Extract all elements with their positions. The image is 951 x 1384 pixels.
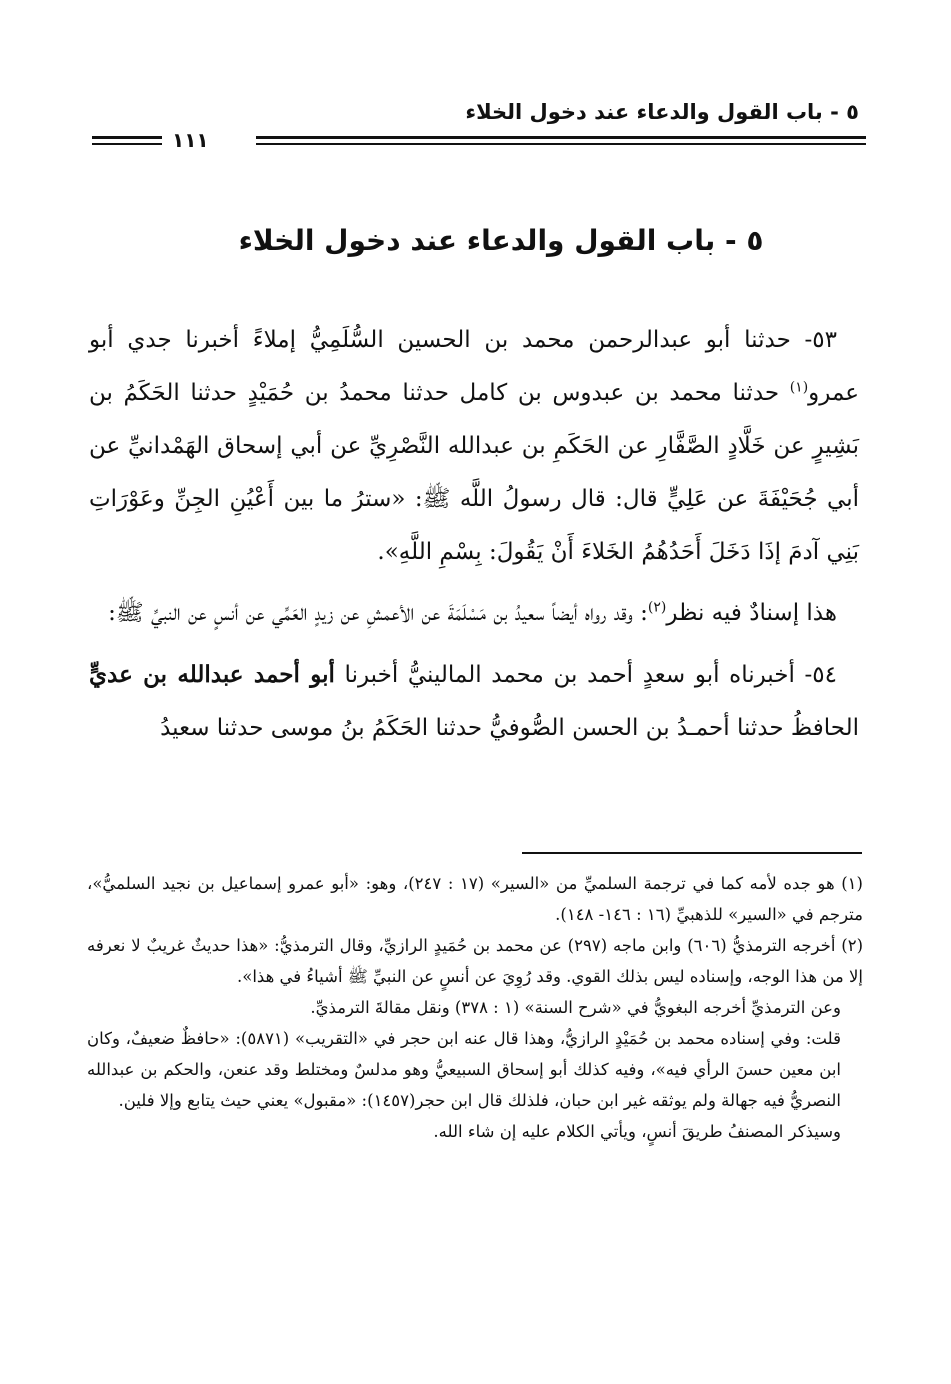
chapter-title: ٥ - باب القول والدعاء عند دخول الخلاء: [238, 224, 764, 257]
page-number: ١١١: [172, 128, 209, 152]
hadith-53-text-b: حدثنا محمد بن عبدوس بن كامل حدثنا محمدُ بن حُمَيْدٍ حدثنا الحَكَمُ بن بَشِيرٍ عن خَلَّادٍ الصَّفَّارِ عن الحَكَمِ بن عبدالله النَّصْرِيِّ عن أبي إسحاق الهَمْدانيِّ عن أبي جُحَيْفَةَ عن عَلِيٍّ قال: قال رسولُ اللَّه ﷺ: «سترُ ما بين أَعْيُنِ الجِنِّ وعَوْرَاتِ بَنِي آدمَ إذَا دَخَلَ أَحَدُهُمُ الخَلاءَ أَنْ يَقُولَ: بِسْمِ اللَّهِ».: [89, 380, 859, 565]
hadith-53-paragraph: [89, 314, 859, 579]
header-rule-right-thin: [256, 143, 866, 145]
footnote-2-continuation-1: وعن الترمذيِّ أخرجه البغويُّ في «شرح السنة» (١ : ٣٧٨) ونقل مقالةَ الترمذيِّ.: [310, 998, 841, 1017]
main-text: [89, 314, 859, 755]
hadith-53-text-a: ٥٣- حدثنا أبو عبدالرحمن محمد بن الحسين السُّلَمِيُّ إملاءً أخبرنا جدي أبو عمرو: [89, 327, 859, 406]
narrator-name-bold: أبو أحمد عبدالله بن عديٍّ: [89, 661, 335, 688]
footnote-2: (٢) أخرجه الترمذيُّ (٦٠٦) وابن ماجه (٢٩٧) عن محمد بن حُمَيدٍ الرازيِّ، وقال الترمذيُّ: «هذا حديثٌ غريبٌ لا نعرفه إلا من هذا الوجه، وإسناده ليس بذلك القوي. وقد رُوِيَ عن أنسٍ عن النبيِّ ﷺ أشياءُ في هذا».: [87, 936, 863, 986]
commentary-paragraph: [89, 587, 859, 640]
header-rule-left-thin: [92, 143, 162, 145]
running-title: ٥ - باب القول والدعاء عند دخول الخلاء: [465, 100, 859, 124]
footnote-ref-1[interactable]: (١): [789, 379, 809, 396]
footnote-2-continuation-3: وسيذكر المصنفُ طريقَ أنسٍ، ويأتي الكلام عليه إن شاء الله.: [433, 1122, 841, 1141]
header-rule-left: [92, 136, 162, 139]
header-rule-right: [256, 136, 866, 139]
footnote-1: (١) هو جده لأمه كما في ترجمة السلميِّ من «السير» (١٧ : ٢٤٧)، وهو: «أبو عمرو إسماعيل بن نجيد السلميُّ»، مترجم في «السير» للذهبيِّ (١٦ : ١٤٦- ١٤٨).: [87, 874, 863, 924]
footnote-ref-2[interactable]: (٢): [647, 599, 667, 616]
hadith-54-paragraph: [89, 648, 859, 755]
commentary-text-a: هذا إسنادٌ فيه نظر: [666, 600, 837, 626]
hadith-54-text-a: ٥٤- أخبرناه أبو سعدٍ أحمد بن محمد المالينيُّ أخبرنا: [334, 662, 838, 688]
hadith-54-text-b: الحافظُ حدثنا أحمـدُ بن الحسن الصُّوفيُّ حدثنا الحَكَمُ بنُ موسى حدثنا سعيدُ: [160, 715, 859, 741]
footnotes: [87, 868, 863, 1147]
footnote-separator: [522, 852, 862, 854]
commentary-text-b: : وقد رواه أيضاً سعيدُ بن مَسْلَمَةَ عن الأعمشِ عن زيدٍ العَمِّي عن أنسٍ عن النبيِّ ﷺ:: [108, 600, 648, 626]
footnote-2-continuation-2: قلت: وفي إسناده محمد بن حُمَيْدٍ الرازيُّ، وهذا قال عنه ابن حجر في «التقريب» (٥٨٧١): «حافظٌ ضعيفٌ، وكان ابن معين حسنَ الرأي فيه»، وفيه كذلك أبو إسحاق السبيعيُّ وهو مدلسٌ ومختلط وقد عنعن، والحكم بن عبدالله النصريُّ فيه جهالة ولم يوثقه غير ابن حبان، فلذلك قال ابن حجر(١٤٥٧): «مقبول» يعني حيث يتابع وإلا فلين.: [87, 1029, 841, 1110]
